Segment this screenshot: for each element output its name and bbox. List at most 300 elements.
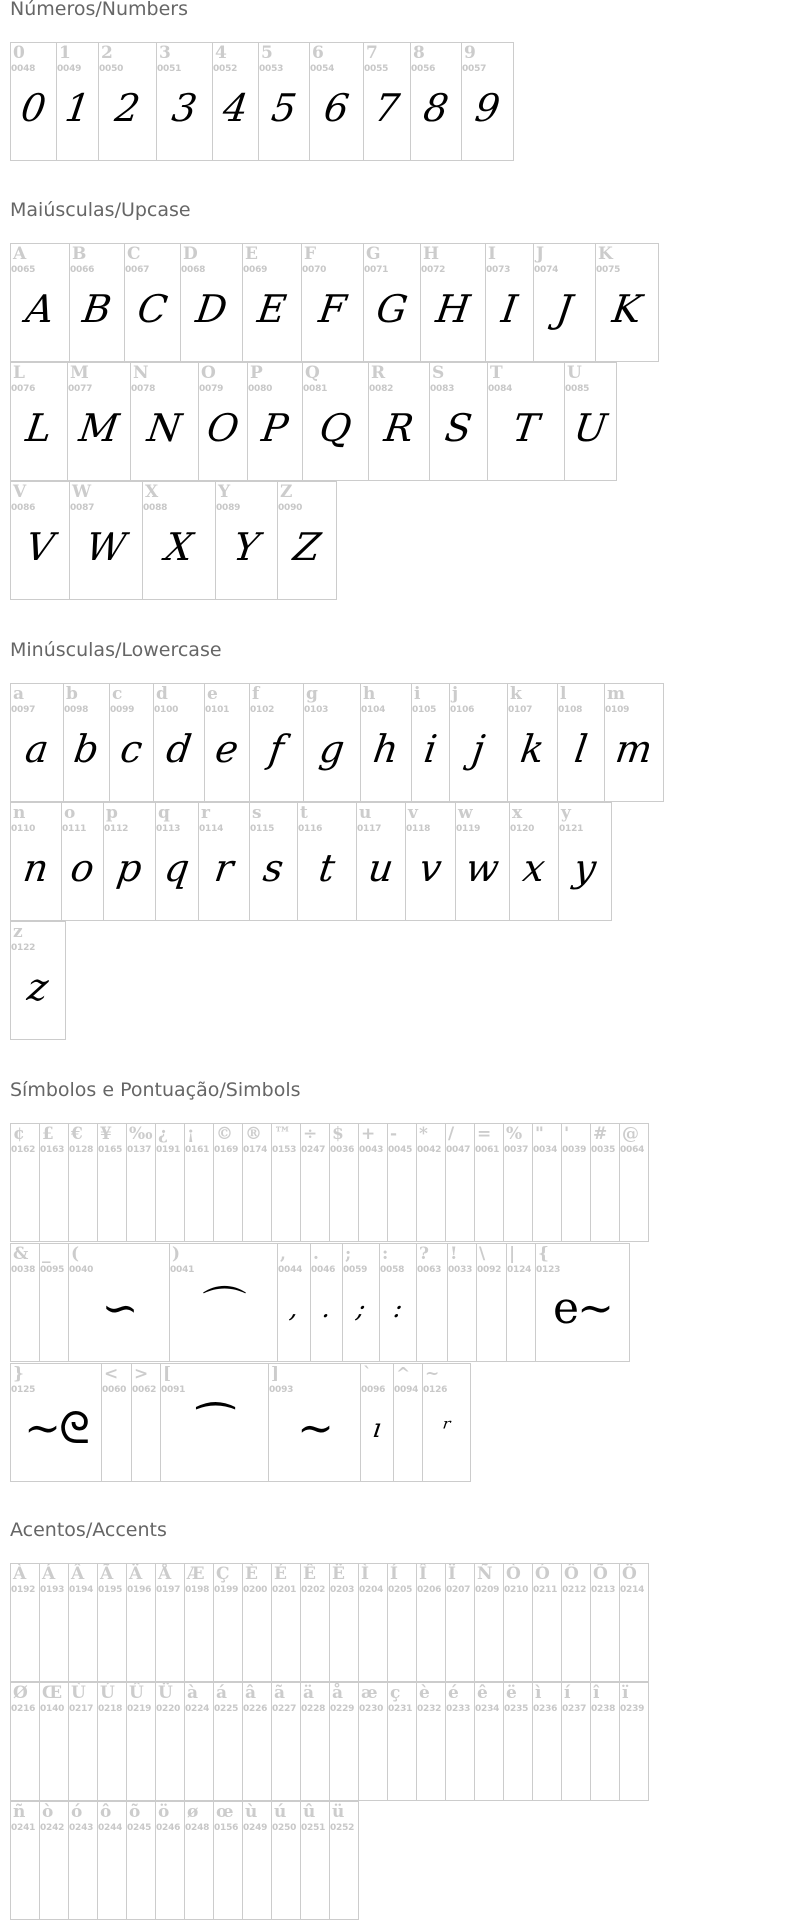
upcase-row-3 <box>10 481 336 600</box>
glyph-character-label: 6 <box>312 43 324 63</box>
glyph-character-label: q <box>158 803 170 823</box>
glyph-cell <box>180 243 243 362</box>
glyph-character-label: # <box>593 1124 608 1144</box>
glyph-sample <box>126 1723 156 1773</box>
glyph-code-label: 0093 <box>269 1385 294 1395</box>
glyph-cell <box>155 1563 185 1682</box>
glyph-sample <box>184 1604 214 1654</box>
glyph-code-label: 0201 <box>272 1585 297 1595</box>
glyph-sample <box>155 1604 185 1654</box>
glyph-code-label: 0089 <box>216 503 241 513</box>
glyph-sample <box>126 1842 156 1892</box>
glyph-cell <box>124 243 181 362</box>
glyph-sample: ʳ <box>439 1414 454 1444</box>
glyph-code-label: 0246 <box>156 1823 181 1833</box>
glyph-sample <box>416 1164 446 1214</box>
glyph-sample <box>184 1164 214 1214</box>
glyph-sample <box>300 1723 330 1773</box>
glyph-sample <box>242 1842 272 1892</box>
glyph-cell <box>532 1563 562 1682</box>
glyph-cell <box>474 1682 504 1801</box>
glyph-code-label: 0234 <box>475 1704 500 1714</box>
glyph-sample: ⁀ <box>197 1403 232 1454</box>
glyph-cell <box>213 1563 243 1682</box>
glyph-character-label: € <box>71 1124 83 1144</box>
glyph-sample: : <box>391 1294 405 1324</box>
glyph-cell <box>130 362 199 481</box>
glyph-sample: ⌒ <box>202 1283 245 1334</box>
glyph-cell <box>249 802 298 921</box>
glyph-character-label: Ì <box>361 1564 369 1584</box>
glyph-code-label: 0037 <box>504 1145 529 1155</box>
glyph-cell <box>212 42 259 161</box>
glyph-cell <box>506 1243 536 1362</box>
glyph-cell <box>449 683 508 802</box>
glyph-sample: v <box>416 846 445 890</box>
glyph-code-label: 0250 <box>272 1823 297 1833</box>
glyph-code-label: 0108 <box>558 705 583 715</box>
glyph-cell <box>39 1682 69 1801</box>
upcase-row-2 <box>10 362 616 481</box>
glyph-character-label: Û <box>129 1683 144 1703</box>
glyph-cell <box>155 1801 185 1920</box>
glyph-character-label: V <box>13 482 27 502</box>
glyph-cell <box>393 1363 423 1482</box>
glyph-character-label: P <box>250 363 263 383</box>
glyph-cell <box>242 243 302 362</box>
glyph-cell <box>561 1682 591 1801</box>
glyph-character-label: Î <box>419 1564 427 1584</box>
glyph-cell <box>97 1801 127 1920</box>
glyph-sample <box>476 1284 507 1334</box>
glyph-cell <box>590 1123 620 1242</box>
glyph-cell <box>445 1563 475 1682</box>
glyph-sample: x <box>520 846 548 890</box>
glyph-cell <box>68 1123 98 1242</box>
glyph-character-label: Ñ <box>477 1564 493 1584</box>
glyph-character-label: ô <box>100 1802 112 1822</box>
glyph-sample <box>619 1164 649 1214</box>
glyph-code-label: 0232 <box>417 1704 442 1714</box>
glyph-sample <box>126 1604 156 1654</box>
glyph-code-label: 0123 <box>536 1265 561 1275</box>
glyph-character-label: ¥ <box>100 1124 112 1144</box>
glyph-code-label: 0128 <box>69 1145 94 1155</box>
glyph-code-label: 0226 <box>243 1704 268 1714</box>
glyph-code-label: 0224 <box>185 1704 210 1714</box>
glyph-sample <box>300 1164 330 1214</box>
glyph-cell <box>358 1123 388 1242</box>
glyph-cell <box>103 802 156 921</box>
glyph-cell <box>300 1123 330 1242</box>
glyph-code-label: 0228 <box>301 1704 326 1714</box>
glyph-code-label: 0100 <box>154 705 179 715</box>
glyph-character-label: X <box>145 482 159 502</box>
glyph-code-label: 0088 <box>143 503 168 513</box>
glyph-code-label: 0202 <box>301 1585 326 1595</box>
glyph-character-label: * <box>419 1124 428 1144</box>
glyph-character-label: d <box>156 684 168 704</box>
glyph-character-label: Y <box>218 482 231 502</box>
glyph-code-label: 0119 <box>456 824 481 834</box>
glyph-cell <box>213 1682 243 1801</box>
glyph-cell <box>445 1123 475 1242</box>
glyph-sample: 6 <box>321 86 352 130</box>
glyph-sample <box>445 1723 475 1773</box>
glyph-code-label: 0112 <box>104 824 129 834</box>
glyph-code-label: 0077 <box>68 384 93 394</box>
glyph-character-label: ü <box>332 1802 345 1822</box>
glyph-character-label: ? <box>419 1244 429 1264</box>
glyph-cell <box>447 1243 477 1362</box>
glyph-character-label: Ö <box>622 1564 637 1584</box>
glyph-character-label: ™ <box>274 1124 291 1144</box>
glyph-character-label: Í <box>390 1564 398 1584</box>
glyph-cell <box>247 362 303 481</box>
glyph-cell <box>302 362 369 481</box>
glyph-character-label: Ã <box>100 1564 114 1584</box>
glyph-cell <box>215 481 278 600</box>
glyph-code-label: 0087 <box>70 503 95 513</box>
glyph-code-label: 0043 <box>359 1145 384 1155</box>
glyph-character-label: % <box>506 1124 523 1144</box>
glyph-code-label: 0073 <box>486 265 511 275</box>
glyph-code-label: 0057 <box>462 64 487 74</box>
glyph-sample <box>416 1284 448 1334</box>
glyph-code-label: 0125 <box>11 1385 36 1395</box>
glyph-code-label: 0169 <box>214 1145 239 1155</box>
glyph-code-label: 0162 <box>11 1145 36 1155</box>
glyph-code-label: 0211 <box>533 1585 558 1595</box>
glyph-code-label: 0207 <box>446 1585 471 1595</box>
glyph-character-label: . <box>313 1244 319 1264</box>
glyph-code-label: 0192 <box>11 1585 36 1595</box>
glyph-cell <box>97 1563 127 1682</box>
glyph-cell <box>379 1243 417 1362</box>
glyph-cell <box>503 1123 533 1242</box>
glyph-cell <box>249 683 304 802</box>
glyph-code-label: 0114 <box>199 824 224 834</box>
glyph-sample: K <box>609 287 645 331</box>
glyph-character-label: Ô <box>564 1564 579 1584</box>
glyph-character-label: ¡ <box>187 1124 195 1144</box>
glyph-character-label: f <box>252 684 260 704</box>
glyph-character-label: } <box>13 1364 24 1384</box>
glyph-code-label: 0137 <box>127 1145 152 1155</box>
glyph-code-label: 0098 <box>64 705 89 715</box>
glyph-sample: 9 <box>472 86 503 130</box>
accents-row-1 <box>10 1563 648 1682</box>
glyph-sample <box>10 1164 40 1214</box>
glyph-sample <box>329 1723 359 1773</box>
glyph-character-label: U <box>567 363 582 383</box>
glyph-character-label: à <box>187 1683 199 1703</box>
glyph-character-label: î <box>593 1683 600 1703</box>
glyph-character-label: { <box>538 1244 549 1264</box>
glyph-sample: n <box>20 846 52 890</box>
glyph-cell <box>155 802 199 921</box>
glyph-cell <box>142 481 216 600</box>
glyph-cell <box>271 1123 301 1242</box>
glyph-sample <box>561 1723 591 1773</box>
glyph-code-label: 0209 <box>475 1585 500 1595</box>
glyph-character-label: i <box>414 684 421 704</box>
glyph-code-label: 0068 <box>181 265 206 275</box>
glyph-code-label: 0113 <box>156 824 181 834</box>
glyph-character-label: k <box>510 684 522 704</box>
lowercase-row-3 <box>10 921 65 1040</box>
glyph-character-label: M <box>70 363 89 383</box>
glyph-sample <box>590 1604 620 1654</box>
glyph-sample: u <box>365 846 397 890</box>
glyph-cell <box>485 243 534 362</box>
glyph-character-label: Á <box>42 1564 56 1584</box>
glyph-character-label: $ <box>332 1124 344 1144</box>
glyph-cell <box>604 683 664 802</box>
glyph-cell <box>557 683 605 802</box>
glyph-sample <box>532 1604 562 1654</box>
glyph-cell <box>474 1123 504 1242</box>
glyph-code-label: 0212 <box>562 1585 587 1595</box>
glyph-character-label: 8 <box>413 43 425 63</box>
glyph-character-label: ã <box>274 1683 286 1703</box>
glyph-sample <box>97 1842 127 1892</box>
glyph-character-label: I <box>488 244 496 264</box>
glyph-cell <box>429 362 488 481</box>
glyph-cell <box>474 1563 504 1682</box>
glyph-cell <box>363 243 421 362</box>
glyph-code-label: 0050 <box>99 64 124 74</box>
glyph-character-label: T <box>490 363 503 383</box>
glyph-character-label: 5 <box>261 43 273 63</box>
glyph-cell <box>10 1801 40 1920</box>
glyph-cell <box>153 683 205 802</box>
glyph-character-label: Ä <box>129 1564 143 1584</box>
glyph-sample <box>39 1284 69 1334</box>
glyph-code-label: 0034 <box>533 1145 558 1155</box>
glyph-code-label: 0091 <box>161 1385 186 1395</box>
glyph-character-label: + <box>361 1124 376 1144</box>
glyph-character-label: G <box>366 244 381 264</box>
glyph-sample <box>39 1604 69 1654</box>
glyph-character-label: Z <box>280 482 293 502</box>
glyph-sample <box>10 1723 40 1773</box>
glyph-character-label: , <box>280 1244 286 1264</box>
glyph-cell <box>535 1243 630 1362</box>
glyph-code-label: 0116 <box>298 824 323 834</box>
glyph-sample: y <box>571 846 599 890</box>
glyph-cell <box>184 1123 214 1242</box>
glyph-character-label: > <box>134 1364 149 1384</box>
glyph-code-label: 0079 <box>199 384 224 394</box>
glyph-code-label: 0242 <box>40 1823 65 1833</box>
glyph-cell <box>184 1563 214 1682</box>
glyph-character-label: N <box>133 363 149 383</box>
glyph-cell <box>532 1682 562 1801</box>
glyph-code-label: 0111 <box>62 824 87 834</box>
glyph-code-label: 0070 <box>302 265 327 275</box>
glyph-sample <box>39 1842 69 1892</box>
glyph-code-label: 0056 <box>411 64 436 74</box>
glyph-code-label: 0053 <box>259 64 284 74</box>
glyph-sample: o <box>67 846 98 890</box>
glyph-cell <box>416 1243 448 1362</box>
glyph-cell <box>126 1563 156 1682</box>
glyph-sample <box>300 1604 330 1654</box>
glyph-sample: l <box>571 727 591 771</box>
glyph-character-label: @ <box>622 1124 639 1144</box>
glyph-sample: e∼ <box>553 1283 612 1334</box>
glyph-cell <box>509 802 559 921</box>
glyph-character-label: 2 <box>101 43 113 63</box>
glyph-code-label: 0235 <box>504 1704 529 1714</box>
glyph-code-label: 0061 <box>475 1145 500 1155</box>
glyph-cell <box>271 1563 301 1682</box>
glyph-character-label: E <box>245 244 258 264</box>
glyph-cell <box>558 802 612 921</box>
glyph-sample: 7 <box>371 86 403 130</box>
glyph-cell <box>10 921 66 1040</box>
glyph-code-label: 0096 <box>361 1385 386 1395</box>
glyph-character-label: 1 <box>59 43 71 63</box>
glyph-sample: e <box>212 727 242 771</box>
glyph-sample: b <box>71 727 102 771</box>
glyph-sample <box>506 1284 536 1334</box>
glyph-code-label: 0090 <box>278 503 303 513</box>
glyph-cell <box>268 1363 361 1482</box>
glyph-character-label: ~ <box>425 1364 440 1384</box>
glyph-code-label: 0094 <box>394 1385 419 1395</box>
glyph-sample: X <box>162 525 196 569</box>
glyph-cell <box>61 802 104 921</box>
glyph-sample <box>561 1604 591 1654</box>
section-title-numbers: Números/Numbers <box>10 0 188 20</box>
glyph-sample <box>271 1723 301 1773</box>
glyph-character-label: © <box>216 1124 233 1144</box>
glyph-code-label: 0163 <box>40 1145 65 1155</box>
glyph-cell <box>68 1563 98 1682</box>
glyph-cell <box>68 1801 98 1920</box>
glyph-cell <box>445 1682 475 1801</box>
lowercase-row-2 <box>10 802 611 921</box>
glyph-sample <box>329 1604 359 1654</box>
accents-row-2 <box>10 1682 648 1801</box>
glyph-code-label: 0218 <box>98 1704 123 1714</box>
glyph-character-label: S <box>432 363 445 383</box>
glyph-code-label: 0104 <box>361 705 386 715</box>
glyph-sample <box>445 1164 475 1214</box>
glyph-sample: r <box>211 846 237 890</box>
glyph-code-label: 0071 <box>364 265 389 275</box>
glyph-code-label: 0203 <box>330 1585 355 1595</box>
glyph-cell <box>10 481 70 600</box>
glyph-code-label: 0095 <box>40 1265 65 1275</box>
glyph-cell <box>356 802 406 921</box>
glyph-code-label: 0236 <box>533 1704 558 1714</box>
glyph-cell <box>131 1363 161 1482</box>
lowercase-row-1 <box>10 683 663 802</box>
glyph-code-label: 0033 <box>448 1265 473 1275</box>
glyph-code-label: 0237 <box>562 1704 587 1714</box>
glyph-sample <box>416 1604 446 1654</box>
glyph-character-label: Õ <box>593 1564 608 1584</box>
glyph-cell <box>561 1123 591 1242</box>
glyph-code-label: 0140 <box>40 1704 65 1714</box>
glyph-character-label: õ <box>129 1802 141 1822</box>
glyph-character-label: < <box>104 1364 119 1384</box>
glyph-character-label: ó <box>71 1802 83 1822</box>
glyph-character-label: ¿ <box>158 1124 168 1144</box>
glyph-code-label: 0220 <box>156 1704 181 1714</box>
glyph-sample <box>126 1164 156 1214</box>
glyph-cell <box>242 1682 272 1801</box>
glyph-character-label: m <box>607 684 625 704</box>
glyph-sample <box>532 1723 562 1773</box>
glyph-character-label: Å <box>158 1564 172 1584</box>
upcase-row-1 <box>10 243 658 362</box>
glyph-character-label: ï <box>622 1683 629 1703</box>
glyph-cell <box>126 1801 156 1920</box>
glyph-character-label: W <box>72 482 92 502</box>
numbers-row-1 <box>10 42 513 161</box>
glyph-character-label: ø <box>187 1802 199 1822</box>
section-title-upcase: Maiúsculas/Upcase <box>10 199 191 221</box>
glyph-code-label: 0231 <box>388 1704 413 1714</box>
glyph-cell <box>503 1563 533 1682</box>
glyph-code-label: 0204 <box>359 1585 384 1595</box>
glyph-character-label: Ê <box>303 1564 316 1584</box>
glyph-sample <box>474 1723 504 1773</box>
glyph-character-label: b <box>66 684 78 704</box>
glyph-sample: A <box>23 287 57 331</box>
glyph-cell <box>97 1123 127 1242</box>
glyph-code-label: 0072 <box>421 265 446 275</box>
glyph-cell <box>405 802 456 921</box>
glyph-code-label: 0225 <box>214 1704 239 1714</box>
glyph-character-label: á <box>216 1683 228 1703</box>
glyph-cell <box>358 1563 388 1682</box>
glyph-sample: Q <box>316 406 355 450</box>
glyph-character-label: & <box>13 1244 29 1264</box>
glyph-sample: 1 <box>62 86 93 130</box>
glyph-code-label: 0045 <box>388 1145 413 1155</box>
glyph-character-label: : <box>382 1244 389 1264</box>
glyph-code-label: 0229 <box>330 1704 355 1714</box>
glyph-cell <box>67 362 131 481</box>
glyph-sample <box>97 1723 127 1773</box>
glyph-character-label: û <box>303 1802 316 1822</box>
glyph-code-label: 0086 <box>11 503 36 513</box>
glyph-cell <box>410 42 462 161</box>
glyph-character-label: F <box>304 244 317 264</box>
glyph-cell <box>590 1563 620 1682</box>
glyph-sample <box>590 1723 620 1773</box>
glyph-cell <box>271 1801 301 1920</box>
glyph-character-label: y <box>561 803 571 823</box>
glyph-sample <box>358 1164 388 1214</box>
glyph-code-label: 0064 <box>620 1145 645 1155</box>
glyph-cell <box>10 683 64 802</box>
glyph-sample: 3 <box>169 86 200 130</box>
glyph-character-label: ‰ <box>129 1124 153 1144</box>
glyph-sample: C <box>134 287 171 331</box>
glyph-character-label: = <box>477 1124 492 1144</box>
glyph-sample <box>358 1723 388 1773</box>
glyph-sample <box>97 1164 127 1214</box>
glyph-cell <box>300 1801 330 1920</box>
glyph-sample: V <box>23 525 57 569</box>
glyph-character-label: w <box>458 803 473 823</box>
